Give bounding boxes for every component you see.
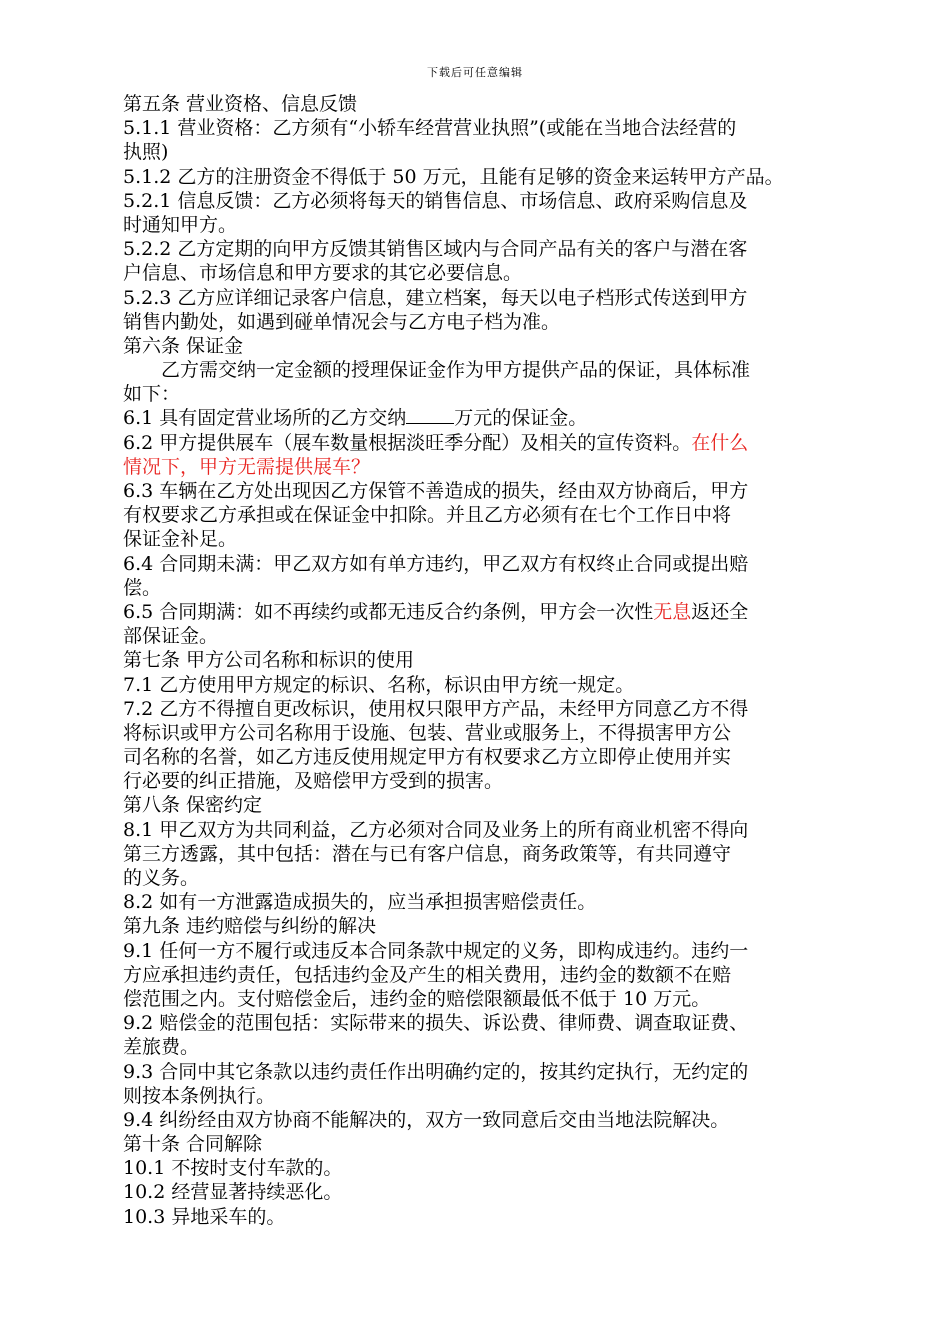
clause-6-1-post: 万元的保证金。 (454, 407, 588, 430)
clause-6-2-cont (123, 455, 863, 479)
clause-9-4: 9.4 纠纷经由双方协商不能解决的，双方一致同意后交由当地法院解决。 (123, 1108, 730, 1131)
article-9-heading: 第九条 违约赔偿与纠纷的解决 (123, 915, 377, 938)
clause-6-5-after: 返还全 (691, 600, 749, 623)
clause-9-2-cont: 差旅费。 (123, 1036, 200, 1059)
clause-9-3-cont: 则按本条例执行。 (123, 1084, 276, 1107)
clause-5-2-3-cont: 销售内勤处，如遇到碰单情况会与乙方电子档为准。 (123, 310, 561, 333)
clause-6-3: 6.3 车辆在乙方处出现因乙方保管不善造成的损失，经由双方协商后，甲方 (123, 480, 749, 502)
clause-6-4: 6.4 合同期未满：甲乙双方如有单方违约，甲乙双方有权终止合同或提出赔 (123, 552, 749, 575)
clause-7-2-cont-3: 行必要的纠正措施，及赔偿甲方受到的损害。 (123, 770, 504, 793)
clause-10-2: 10.2 经营显著持续恶化。 (123, 1181, 343, 1204)
clause-6-1 (123, 406, 863, 430)
clause-5-1-1: 5.1.1 营业资格：乙方须有“小轿车经营营业执照”(或能在当地合法经营的 (123, 117, 737, 140)
amount-blank (406, 406, 454, 424)
clause-6-5-cont: 部保证金。 (123, 625, 219, 648)
clause-6-5 (123, 600, 863, 624)
clause-9-1-cont-1: 方应承担违约责任，包括违约金及产生的相关费用，违约金的数额不在赔 (123, 963, 732, 986)
clause-7-2-cont-1: 将标识或甲方公司名称用于设施、包装、营业或服务上，不得损害甲方公 (123, 721, 732, 744)
page-header: 下载后可任意编辑 (427, 66, 523, 79)
clause-6-2 (123, 431, 863, 455)
clause-5-1-1-cont: 执照) (123, 141, 169, 164)
article-6-intro-cont: 如下： (123, 383, 181, 406)
clause-9-2: 9.2 赔偿金的范围包括：实际带来的损失、诉讼费、律师费、调查取证费、 (123, 1012, 749, 1035)
clause-6-3-cont-2: 保证金补足。 (123, 528, 238, 551)
clause-9-1: 9.1 任何一方不履行或违反本合同条款中规定的义务，即构成违约。违约一 (123, 939, 749, 962)
clause-9-1-cont-2: 偿范围之内。支付赔偿金后，违约金的赔偿限额最低不低于 10 万元。 (123, 987, 711, 1010)
clause-6-1-pre: 6.1 具有固定营业场所的乙方交纳 (123, 407, 407, 430)
article-5-heading: 第五条 营业资格、信息反馈 (123, 93, 358, 115)
clause-5-1-2: 5.1.2 乙方的注册资金不得低于 50 万元，且能有足够的资金来运转甲方产品。 (123, 165, 784, 188)
clause-6-2-comment: 在什么 (691, 431, 749, 454)
article-7-heading: 第七条 甲方公司名称和标识的使用 (123, 649, 415, 672)
clause-7-2: 7.2 乙方不得擅自更改标识，使用权只限甲方产品，未经甲方同意乙方不得 (123, 697, 749, 720)
clause-8-1: 8.1 甲乙双方为共同利益，乙方必须对合同及业务上的所有商业机密不得向 (123, 818, 749, 841)
clause-10-3: 10.3 异地采车的。 (123, 1205, 286, 1228)
clause-9-3: 9.3 合同中其它条款以违约责任作出明确约定的，按其约定执行，无约定的 (123, 1060, 749, 1083)
article-6-heading: 第六条 保证金 (123, 334, 244, 357)
article-8-heading: 第八条 保密约定 (123, 794, 263, 817)
document-body (123, 92, 863, 1229)
clause-5-2-3: 5.2.3 乙方应详细记录客户信息，建立档案，每天以电子档形式传送到甲方 (123, 286, 748, 309)
clause-8-2: 8.2 如有一方泄露造成损失的，应当承担损害赔偿责任。 (123, 891, 597, 914)
clause-5-2-1-cont: 时通知甲方。 (123, 213, 238, 236)
clause-8-1-cont-2: 的义务。 (123, 867, 200, 889)
clause-6-4-cont: 偿。 (123, 576, 162, 599)
clause-6-2-text: 6.2 甲方提供展车（展车数量根据淡旺季分配）及相关的宣传资料。 (123, 431, 692, 454)
clause-10-1: 10.1 不按时支付车款的。 (123, 1157, 343, 1180)
clause-8-1-cont-1: 第三方透露，其中包括：潜在与已有客户信息，商务政策等，有共同遵守 (123, 842, 732, 865)
clause-6-5-text: 6.5 合同期满：如不再续约或都无违反合约条例，甲方会一次性 (123, 600, 654, 623)
article-10-heading: 第十条 合同解除 (123, 1133, 263, 1156)
article-6-intro: 乙方需交纳一定金额的授理保证金作为甲方提供产品的保证，具体标准 (161, 359, 751, 382)
clause-6-5-highlight: 无息 (653, 600, 692, 623)
clause-6-3-cont-1: 有权要求乙方承担或在保证金中扣除。并且乙方必须有在七个工作日中将 (123, 504, 732, 527)
clause-7-1: 7.1 乙方使用甲方规定的标识、名称，标识由甲方统一规定。 (123, 673, 635, 696)
clause-5-2-2-cont: 户信息、市场信息和甲方要求的其它必要信息。 (123, 262, 523, 285)
clause-7-2-cont-2: 司名称的名誉，如乙方违反使用规定甲方有权要求乙方立即停止使用并实 (123, 746, 732, 769)
clause-6-2-comment-cont: 情况下，甲方无需提供展车？ (123, 455, 371, 478)
clause-5-2-2: 5.2.2 乙方定期的向甲方反馈其销售区域内与合同产品有关的客户与潜在客 (123, 238, 748, 261)
clause-5-2-1: 5.2.1 信息反馈：乙方必须将每天的销售信息、市场信息、政府采购信息及 (123, 189, 748, 212)
